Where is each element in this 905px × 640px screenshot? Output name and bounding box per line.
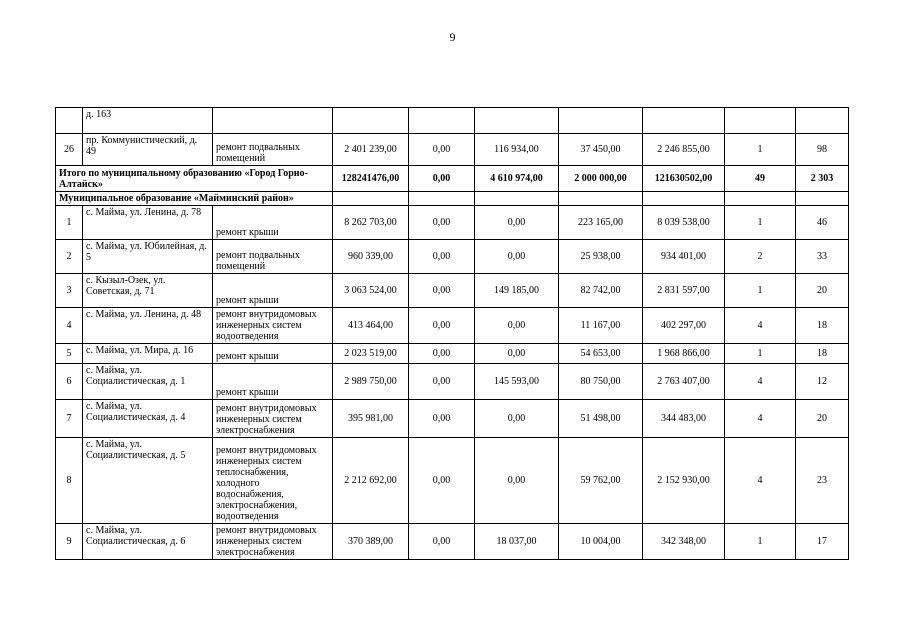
total-cost-cell: 128241476,00 xyxy=(333,166,409,192)
fund-cell: 0,00 xyxy=(409,206,475,240)
total-row xyxy=(56,166,849,192)
address-cell: с. Майма, ул. Мира, д. 16 xyxy=(83,344,213,364)
residents-cell: 33 xyxy=(796,240,849,274)
work-type-cell: ремонт внутридомовых инженерных систем электроснабжения xyxy=(213,400,333,438)
count-cell: 4 xyxy=(725,364,796,400)
fund-cell xyxy=(409,108,475,134)
empty-cell xyxy=(475,192,559,206)
local-budget-cell: 11 167,00 xyxy=(559,308,643,344)
municipality-header-row xyxy=(56,192,849,206)
regional-budget-cell: 0,00 xyxy=(475,240,559,274)
address-cell: с. Майма, ул. Ленина, д. 48 xyxy=(83,308,213,344)
regional-budget-cell: 149 185,00 xyxy=(475,274,559,308)
empty-cell xyxy=(409,192,475,206)
owners-funds-cell: 2 246 855,00 xyxy=(643,134,725,166)
fund-cell: 0,00 xyxy=(409,166,475,192)
local-budget-cell: 80 750,00 xyxy=(559,364,643,400)
table-row xyxy=(56,274,849,308)
row-number xyxy=(56,108,83,134)
count-cell: 4 xyxy=(725,308,796,344)
regional-budget-cell: 0,00 xyxy=(475,344,559,364)
local-budget-cell: 82 742,00 xyxy=(559,274,643,308)
owners-funds-cell: 344 483,00 xyxy=(643,400,725,438)
row-number: 5 xyxy=(56,344,83,364)
local-budget-cell: 59 762,00 xyxy=(559,438,643,524)
table-row xyxy=(56,134,849,166)
regional-budget-cell: 0,00 xyxy=(475,400,559,438)
local-budget-cell: 223 165,00 xyxy=(559,206,643,240)
table-row xyxy=(56,206,849,240)
total-cost-cell: 370 389,00 xyxy=(333,524,409,560)
total-cost-cell: 2 023 519,00 xyxy=(333,344,409,364)
row-number: 6 xyxy=(56,364,83,400)
owners-funds-cell xyxy=(643,108,725,134)
residents-cell: 17 xyxy=(796,524,849,560)
count-cell: 1 xyxy=(725,344,796,364)
fund-cell: 0,00 xyxy=(409,364,475,400)
residents-cell xyxy=(796,108,849,134)
address-cell: д. 163 xyxy=(83,108,213,134)
table-row xyxy=(56,524,849,560)
local-budget-cell: 2 000 000,00 xyxy=(559,166,643,192)
fund-cell: 0,00 xyxy=(409,524,475,560)
owners-funds-cell: 402 297,00 xyxy=(643,308,725,344)
table-row xyxy=(56,240,849,274)
total-cost-cell: 2 401 239,00 xyxy=(333,134,409,166)
regional-budget-cell: 0,00 xyxy=(475,206,559,240)
total-cost-cell xyxy=(333,108,409,134)
local-budget-cell: 54 653,00 xyxy=(559,344,643,364)
work-type-cell: ремонт крыши xyxy=(213,206,333,240)
table-row xyxy=(56,438,849,524)
count-cell: 2 xyxy=(725,240,796,274)
count-cell: 1 xyxy=(725,274,796,308)
row-number: 7 xyxy=(56,400,83,438)
total-cost-cell: 8 262 703,00 xyxy=(333,206,409,240)
work-type-cell: ремонт крыши xyxy=(213,344,333,364)
residents-cell: 20 xyxy=(796,400,849,438)
table-row xyxy=(56,108,849,134)
empty-cell xyxy=(796,192,849,206)
total-cost-cell: 960 339,00 xyxy=(333,240,409,274)
municipality-label: Муниципальное образование «Майминский район» xyxy=(56,192,333,206)
table-row xyxy=(56,400,849,438)
fund-cell: 0,00 xyxy=(409,240,475,274)
regional-budget-cell: 18 037,00 xyxy=(475,524,559,560)
empty-cell xyxy=(559,192,643,206)
local-budget-cell: 25 938,00 xyxy=(559,240,643,274)
work-type-cell: ремонт подвальных помещений xyxy=(213,134,333,166)
owners-funds-cell: 342 348,00 xyxy=(643,524,725,560)
work-type-cell: ремонт крыши xyxy=(213,364,333,400)
owners-funds-cell: 8 039 538,00 xyxy=(643,206,725,240)
page-number: 9 xyxy=(449,30,456,44)
work-type-cell: ремонт крыши xyxy=(213,274,333,308)
address-cell: с. Майма, ул. Социалистическая, д. 4 xyxy=(83,400,213,438)
work-type-cell xyxy=(213,108,333,134)
table-body xyxy=(56,108,849,560)
total-cost-cell: 2 989 750,00 xyxy=(333,364,409,400)
local-budget-cell xyxy=(559,108,643,134)
empty-cell xyxy=(333,192,409,206)
fund-cell: 0,00 xyxy=(409,274,475,308)
owners-funds-cell: 1 968 866,00 xyxy=(643,344,725,364)
total-cost-cell: 2 212 692,00 xyxy=(333,438,409,524)
total-cost-cell: 3 063 524,00 xyxy=(333,274,409,308)
address-cell: с. Майма, ул. Социалистическая, д. 5 xyxy=(83,438,213,524)
count-cell: 1 xyxy=(725,134,796,166)
work-type-cell: ремонт внутридомовых инженерных систем электроснабжения xyxy=(213,524,333,560)
table-row xyxy=(56,364,849,400)
owners-funds-cell: 2 763 407,00 xyxy=(643,364,725,400)
capital-repair-table xyxy=(55,107,849,560)
residents-cell: 2 303 xyxy=(796,166,849,192)
fund-cell: 0,00 xyxy=(409,438,475,524)
local-budget-cell: 10 004,00 xyxy=(559,524,643,560)
owners-funds-cell: 934 401,00 xyxy=(643,240,725,274)
work-type-cell: ремонт подвальных помещений xyxy=(213,240,333,274)
residents-cell: 12 xyxy=(796,364,849,400)
residents-cell: 23 xyxy=(796,438,849,524)
row-number: 26 xyxy=(56,134,83,166)
address-cell: с. Кызыл-Озек, ул. Советская, д. 71 xyxy=(83,274,213,308)
regional-budget-cell: 0,00 xyxy=(475,308,559,344)
work-type-cell: ремонт внутридомовых инженерных систем теплоснабжения, холодного водоснабжения, электроснабжения, водоотведения xyxy=(213,438,333,524)
regional-budget-cell xyxy=(475,108,559,134)
regional-budget-cell: 4 610 974,00 xyxy=(475,166,559,192)
fund-cell: 0,00 xyxy=(409,308,475,344)
count-cell: 4 xyxy=(725,438,796,524)
row-number: 1 xyxy=(56,206,83,240)
row-number: 2 xyxy=(56,240,83,274)
owners-funds-cell: 121630502,00 xyxy=(643,166,725,192)
owners-funds-cell: 2 152 930,00 xyxy=(643,438,725,524)
total-cost-cell: 395 981,00 xyxy=(333,400,409,438)
empty-cell xyxy=(643,192,725,206)
count-cell: 4 xyxy=(725,400,796,438)
row-number: 8 xyxy=(56,438,83,524)
table-row xyxy=(56,344,849,364)
address-cell: с. Майма, ул. Социалистическая, д. 1 xyxy=(83,364,213,400)
count-cell: 1 xyxy=(725,206,796,240)
local-budget-cell: 51 498,00 xyxy=(559,400,643,438)
address-cell: пр. Коммунистический, д. 49 xyxy=(83,134,213,166)
residents-cell: 20 xyxy=(796,274,849,308)
address-cell: с. Майма, ул. Социалистическая, д. 6 xyxy=(83,524,213,560)
residents-cell: 18 xyxy=(796,308,849,344)
fund-cell: 0,00 xyxy=(409,400,475,438)
count-cell: 1 xyxy=(725,524,796,560)
residents-cell: 18 xyxy=(796,344,849,364)
table-row xyxy=(56,308,849,344)
row-number: 4 xyxy=(56,308,83,344)
fund-cell: 0,00 xyxy=(409,344,475,364)
total-cost-cell: 413 464,00 xyxy=(333,308,409,344)
local-budget-cell: 37 450,00 xyxy=(559,134,643,166)
empty-cell xyxy=(725,192,796,206)
row-number: 9 xyxy=(56,524,83,560)
address-cell: с. Майма, ул. Ленина, д. 78 xyxy=(83,206,213,240)
residents-cell: 98 xyxy=(796,134,849,166)
residents-cell: 46 xyxy=(796,206,849,240)
work-type-cell: ремонт внутридомовых инженерных систем водоотведения xyxy=(213,308,333,344)
owners-funds-cell: 2 831 597,00 xyxy=(643,274,725,308)
address-cell: с. Майма, ул. Юбилейная, д. 5 xyxy=(83,240,213,274)
count-cell: 49 xyxy=(725,166,796,192)
regional-budget-cell: 145 593,00 xyxy=(475,364,559,400)
row-number: 3 xyxy=(56,274,83,308)
regional-budget-cell: 116 934,00 xyxy=(475,134,559,166)
total-label: Итого по муниципальному образованию «Город Горно-Алтайск» xyxy=(56,166,333,192)
regional-budget-cell: 0,00 xyxy=(475,438,559,524)
fund-cell: 0,00 xyxy=(409,134,475,166)
count-cell xyxy=(725,108,796,134)
